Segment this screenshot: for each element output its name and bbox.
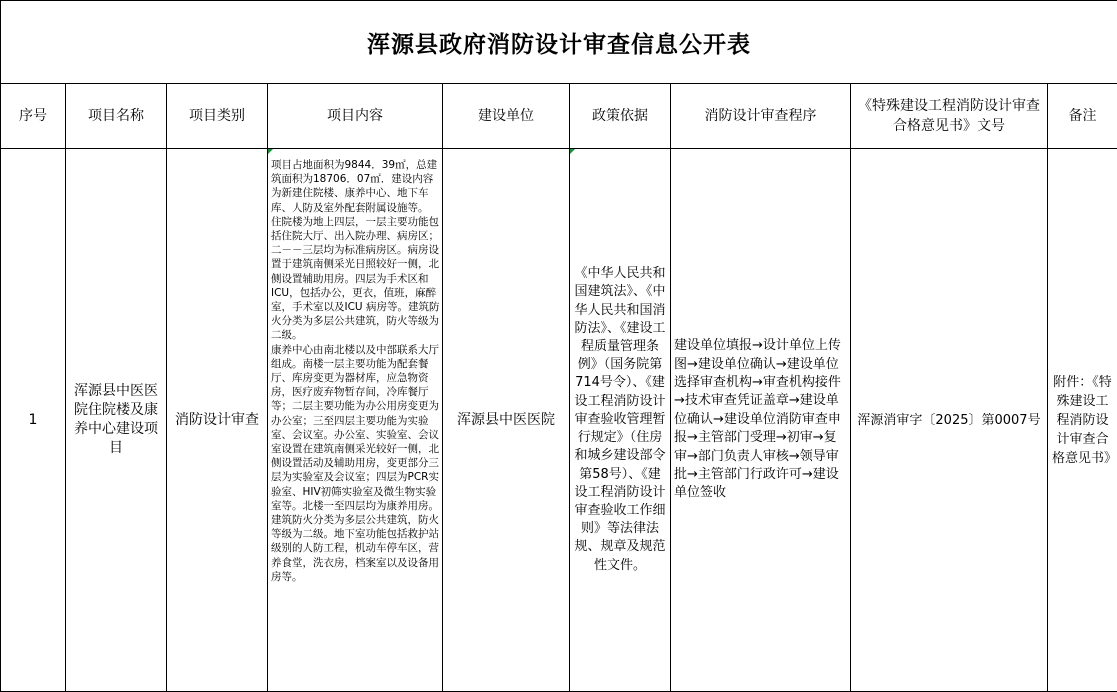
header-seq: 序号	[1, 84, 66, 149]
content-paragraph-1: 项目占地面积为9844．39㎡，总建筑面积为18706．07㎡．建设内容为新建住院楼、康养中心、地下车库、人防及室外配套附属设施等。	[271, 159, 438, 214]
header-project-name: 项目名称	[66, 84, 167, 149]
comment-marker-icon	[570, 149, 575, 154]
policy-basis-text: 《中华人民共和国建筑法》、《中华人民共和国消防法》、《建设工程质量管理条例》（国务院第714号令）、《建设工程消防设计审查验收管理暂行规定》（住房和城乡建设部令第58号）、《建设工程消防设计审查验收工作细则》等法律法规、规章及规范性文件。	[574, 266, 666, 573]
header-row	[1, 84, 1117, 149]
cell-remark: 附件：《特殊建设工程消防设计审查合格意见书》	[1048, 149, 1117, 692]
cell-approval-doc-number: 浑源消审字〔2025〕第0007号	[851, 149, 1048, 692]
table-row	[1, 149, 1117, 692]
cell-project-name: 浑源县中医医院住院楼及康养中心建设项目	[66, 149, 167, 692]
cell-project-type: 消防设计审查	[167, 149, 268, 692]
content-paragraph-2: 住院楼为地上四层，一层主要功能包括住院大厅、出入院办理、病房区；二－－三层均为标准病房区。病房设置于建筑南侧采光日照较好一侧，北侧设置辅助用房。四层为手术区和ICU，包括办公，更衣，值班，麻醉室，手术室以及ICU 病房等。建筑防火分类为多层公共建筑，防火等级为二级。	[271, 215, 440, 342]
content-paragraph-3: 康养中心由南北楼以及中部联系大厅组成。南楼一层主要功能为配套餐厅、库房变更为器材库，应急物资房，医疗废弃物暂存间，冷库餐厅等；二层主要功能为办公用房变更为办公室；三至四层主要功能为实验室、会议室。办公室、实验室、会议室设置在建筑南侧采光较好一侧，北侧设置活动及辅助用房，变更部分三层为实验室及会议室；四层为PCR实验室、HIV初筛实验室及微生物实验室等。北楼一至四层均为康养用房。建筑防火分类为多层公共建筑，防火等级为二级。地下室功能包括救护站级别的人防工程，机动车停车区，营养食堂，洗衣房，档案室以及设备用房等。	[271, 343, 439, 583]
cell-policy-basis	[570, 149, 671, 692]
comment-marker-icon	[268, 149, 273, 154]
header-remark: 备注	[1048, 84, 1117, 149]
header-project-content: 项目内容	[268, 84, 443, 149]
cell-construction-unit: 浑源县中医医院	[443, 149, 570, 692]
header-project-type: 项目类别	[167, 84, 268, 149]
cell-seq: 1	[1, 149, 66, 692]
header-review-procedure: 消防设计审查程序	[671, 84, 851, 149]
page-title: 浑源县政府消防设计审查信息公开表	[1, 1, 1117, 84]
header-approval-doc-number: 《特殊建设工程消防设计审查合格意见书》文号	[851, 84, 1048, 149]
cell-project-content	[268, 149, 443, 692]
header-policy-basis-label: 政策依据	[592, 108, 648, 124]
header-policy-basis	[570, 84, 671, 149]
cell-review-procedure: 建设单位填报→设计单位上传图→建设单位确认→建设单位选择审查机构→审查机构接件→技术审查凭证盖章→建设单位确认→建设单位消防审查申报→主管部门受理→初审→复审→部门负责人审核→领导审批→主管部门行政许可→建设单位签收	[671, 149, 851, 692]
header-construction-unit: 建设单位	[443, 84, 570, 149]
